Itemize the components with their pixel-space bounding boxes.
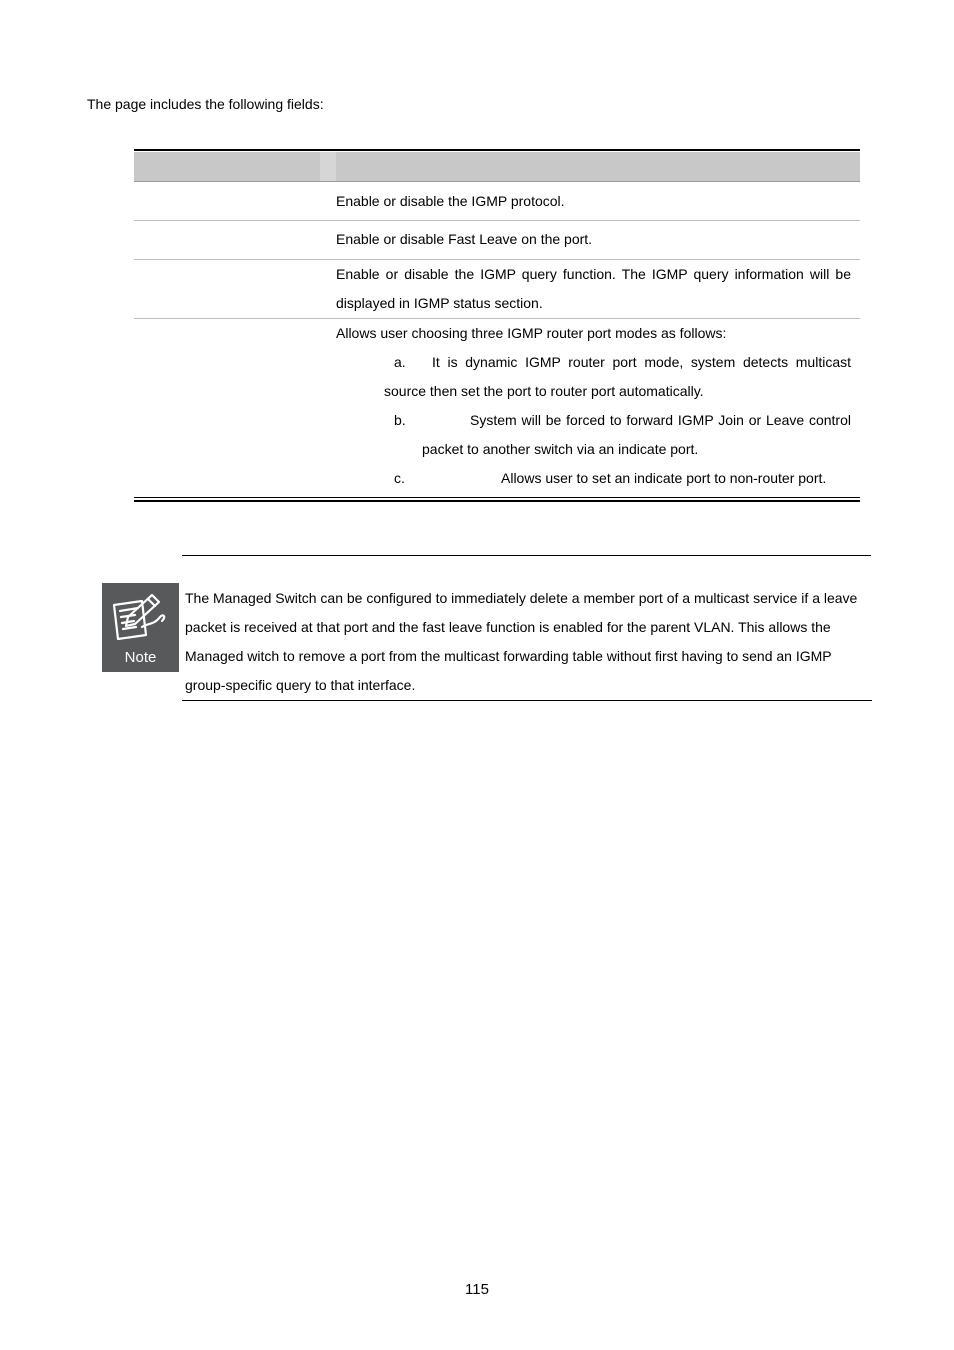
mode-item-c: [336, 464, 851, 493]
item-text: System will be forced to forward IGMP Join or Leave control packet to another switch via an indicate port.: [422, 412, 851, 457]
fields-table: [134, 149, 860, 502]
item-letter: c.: [394, 470, 405, 486]
row-description: Enable or disable the IGMP protocol.: [336, 193, 565, 209]
item-letter: b.: [394, 412, 406, 428]
page-number: 115: [465, 1281, 489, 1298]
table-row: [134, 260, 860, 319]
table-bottom-rule-double: [134, 500, 860, 502]
note-text: The Managed Switch can be configured to immediately delete a member port of a multicast service if a leave packet is received at that port and the fast leave function is enabled for the parent VLAN. This allows the Managed witch to remove a port from the multicast forwarding table without first having to send an IGMP group-specific query to that interface.: [185, 590, 858, 693]
notepad-pencil-icon: [102, 583, 179, 653]
item-text: Allows user to set an indicate port to non-router port.: [501, 470, 827, 486]
table-header: [134, 152, 860, 182]
note-icon-label: Note: [124, 649, 157, 666]
note-icon: [102, 583, 179, 672]
table-top-rule: [134, 149, 860, 151]
note-bottom-rule: [182, 700, 872, 701]
item-letter: a.: [394, 354, 406, 370]
row-description: Enable or disable Fast Leave on the port.: [336, 231, 593, 247]
intro-text: The page includes the following fields:: [87, 96, 324, 112]
table-row: [134, 221, 860, 260]
table-row: [134, 319, 860, 493]
mode-item-b: [336, 406, 851, 464]
mode-item-a: [336, 348, 851, 406]
row-description: Enable or disable the IGMP query function. The IGMP query information will be displayed in IGMP status section.: [336, 266, 851, 311]
table-row: [134, 182, 860, 221]
table-bottom-rule: [134, 497, 860, 498]
item-text: It is dynamic IGMP router port mode, system detects multicast source then set the port to router port automatically.: [384, 354, 851, 399]
row-description: Allows user choosing three IGMP router port modes as follows:: [336, 325, 727, 341]
note-top-rule: [182, 555, 871, 556]
table-header-divider: [320, 152, 336, 181]
row-description-block: [336, 319, 860, 493]
